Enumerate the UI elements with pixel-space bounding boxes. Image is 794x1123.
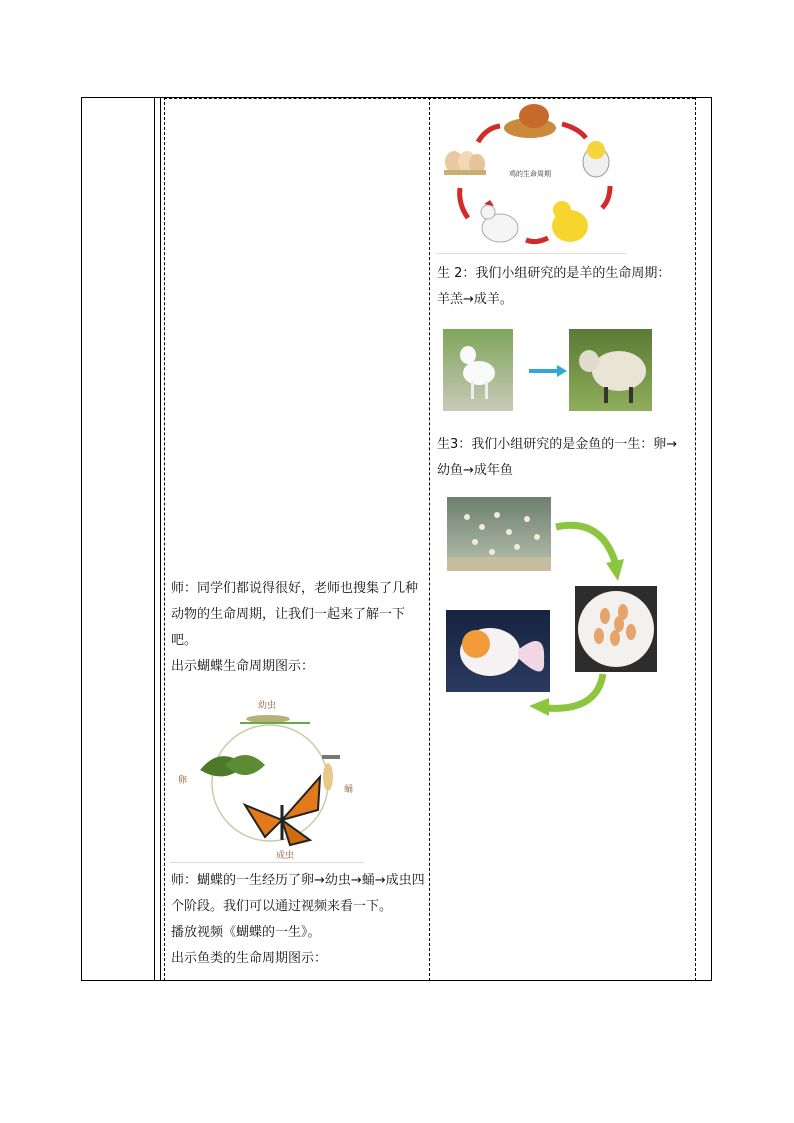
eggs-icon xyxy=(444,151,486,175)
adult-label: 成虫 xyxy=(275,851,295,861)
caterpillar-icon xyxy=(246,715,290,723)
lamb-figure xyxy=(443,329,513,411)
chicken-cycle-caption: 鸡的生命周期 xyxy=(509,170,551,178)
pupa-label: 蛹 xyxy=(344,785,354,795)
hatching-chick-icon xyxy=(583,141,609,177)
hen-in-nest-icon xyxy=(504,104,556,138)
fish-eggs-photo xyxy=(447,497,551,571)
column-divider xyxy=(160,97,161,981)
butterfly-life-cycle-diagram xyxy=(170,695,370,865)
diagram-baseline xyxy=(436,253,626,254)
teacher-intro-text: 师：同学们都说得很好，老师也搜集了几种动物的生命周期，让我们一起来了解一下吧。 出示蝴蝶生命周期图示： xyxy=(171,581,419,674)
dashed-divider xyxy=(695,97,696,981)
young-fish-figure xyxy=(575,586,657,672)
dashed-divider xyxy=(164,97,165,981)
fish-eggs-figure xyxy=(447,497,551,571)
student2-text: 生 2：我们小组研究的是羊的生命周期： 羊羔→成羊。 xyxy=(437,266,671,307)
young-fish-photo xyxy=(575,586,657,672)
diagram-baseline xyxy=(170,862,364,863)
larva-label: 幼虫 xyxy=(257,701,277,711)
rooster-icon xyxy=(481,200,518,242)
column-divider xyxy=(154,97,155,981)
butterfly-icon xyxy=(245,777,320,845)
egg-label: 卵 xyxy=(178,776,188,786)
dashed-divider xyxy=(429,97,430,981)
blue-arrow-icon xyxy=(529,364,567,378)
dashed-top-border xyxy=(164,98,695,99)
sheep-figure xyxy=(569,329,652,411)
green-arrow-icon xyxy=(552,517,626,583)
lamb-photo xyxy=(443,329,513,411)
pupa-icon xyxy=(323,763,333,791)
chicken-life-cycle-diagram xyxy=(438,100,626,252)
green-arrow-icon xyxy=(527,672,609,716)
student3-text: 生3：我们小组研究的是金鱼的一生：卵→ 幼鱼→成年鱼 xyxy=(437,437,678,478)
teacher-butterfly-text: 师：蝴蝶的一生经历了卵→幼虫→蛹→成虫四个阶段。我们可以通过视频来看一下。 播放视频《蝴蝶的一生》。 出示鱼类的生命周期图示： xyxy=(171,873,425,966)
sheep-photo xyxy=(569,329,652,411)
chick-icon xyxy=(552,201,588,242)
